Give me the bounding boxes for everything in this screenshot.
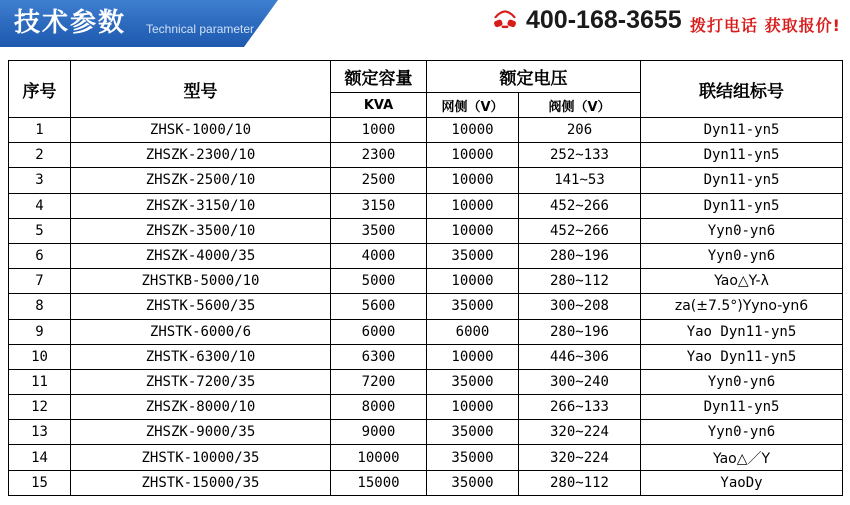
cell-capacity: 6300 <box>331 344 427 369</box>
cell-model: ZHSZK-3150/10 <box>71 193 331 218</box>
section-title-band-text <box>0 0 278 47</box>
cell-no: 13 <box>9 420 71 445</box>
contact-phone[interactable] <box>492 6 682 35</box>
cell-model: ZHSTK-6000/6 <box>71 319 331 344</box>
cell-model: ZHSZK-8000/10 <box>71 395 331 420</box>
table-row <box>9 470 843 495</box>
cell-voltage-lv: 280~112 <box>519 470 641 495</box>
cell-voltage-lv: 280~196 <box>519 319 641 344</box>
cell-group: Yao Dyn11-yn5 <box>641 319 843 344</box>
table-row <box>9 243 843 268</box>
cell-no: 11 <box>9 369 71 394</box>
cell-capacity: 7200 <box>331 369 427 394</box>
spec-table-wrapper <box>8 60 842 496</box>
cell-model: ZHSTK-15000/35 <box>71 470 331 495</box>
cell-no: 1 <box>9 118 71 143</box>
cell-voltage-hv: 6000 <box>427 319 519 344</box>
cell-model: ZHSK-1000/10 <box>71 118 331 143</box>
cell-voltage-lv: 320~224 <box>519 420 641 445</box>
cell-capacity: 10000 <box>331 445 427 470</box>
table-row <box>9 143 843 168</box>
cell-no: 9 <box>9 319 71 344</box>
cell-voltage-hv: 35000 <box>427 243 519 268</box>
table-row <box>9 420 843 445</box>
cell-voltage-lv: 452~266 <box>519 218 641 243</box>
cell-voltage-lv: 252~133 <box>519 143 641 168</box>
cell-group: Yao Dyn11-yn5 <box>641 344 843 369</box>
header-voltage-hv: 网侧（V） <box>427 93 519 118</box>
page-subtitle: Technical parameter <box>146 22 255 36</box>
cell-voltage-lv: 300~240 <box>519 369 641 394</box>
cell-voltage-hv: 35000 <box>427 470 519 495</box>
cell-model: ZHSTK-7200/35 <box>71 369 331 394</box>
cell-voltage-hv: 35000 <box>427 420 519 445</box>
table-row <box>9 445 843 470</box>
cell-group: Yyn0-yn6 <box>641 420 843 445</box>
cell-voltage-lv: 300~208 <box>519 294 641 319</box>
table-header-row-1 <box>9 61 843 93</box>
cell-no: 14 <box>9 445 71 470</box>
cell-group: Yyn0-yn6 <box>641 243 843 268</box>
cell-capacity: 5600 <box>331 294 427 319</box>
table-row <box>9 168 843 193</box>
cell-group: Yyn0-yn6 <box>641 369 843 394</box>
cell-model: ZHSTKB-5000/10 <box>71 269 331 294</box>
cell-group: Dyn11-yn5 <box>641 395 843 420</box>
cell-voltage-hv: 10000 <box>427 193 519 218</box>
cell-capacity: 2500 <box>331 168 427 193</box>
cell-capacity: 3500 <box>331 218 427 243</box>
cell-no: 15 <box>9 470 71 495</box>
cell-model: ZHSTK-10000/35 <box>71 445 331 470</box>
cell-no: 2 <box>9 143 71 168</box>
cell-no: 12 <box>9 395 71 420</box>
header-model: 型号 <box>71 61 331 118</box>
cell-voltage-lv: 280~112 <box>519 269 641 294</box>
cell-voltage-hv: 10000 <box>427 344 519 369</box>
page-header <box>0 0 850 47</box>
cell-no: 4 <box>9 193 71 218</box>
cell-capacity: 15000 <box>331 470 427 495</box>
cell-voltage-hv: 35000 <box>427 294 519 319</box>
cell-no: 3 <box>9 168 71 193</box>
cell-group: Dyn11-yn5 <box>641 118 843 143</box>
cell-capacity: 4000 <box>331 243 427 268</box>
cell-voltage-lv: 452~266 <box>519 193 641 218</box>
page-title: 技术参数 <box>14 8 127 38</box>
cell-model: ZHSTK-6300/10 <box>71 344 331 369</box>
cell-group: Dyn11-yn5 <box>641 193 843 218</box>
cell-no: 8 <box>9 294 71 319</box>
table-row <box>9 218 843 243</box>
cell-voltage-lv: 280~196 <box>519 243 641 268</box>
telephone-icon <box>492 8 518 34</box>
table-row <box>9 344 843 369</box>
cell-capacity: 6000 <box>331 319 427 344</box>
cell-voltage-hv: 10000 <box>427 143 519 168</box>
cell-group: Dyn11-yn5 <box>641 143 843 168</box>
header-capacity: 额定容量 <box>331 61 427 93</box>
table-row <box>9 294 843 319</box>
cell-group: YaoDy <box>641 470 843 495</box>
cell-model: ZHSZK-4000/35 <box>71 243 331 268</box>
cell-no: 5 <box>9 218 71 243</box>
table-body <box>9 118 843 496</box>
cell-model: ZHSZK-2500/10 <box>71 168 331 193</box>
cell-voltage-lv: 206 <box>519 118 641 143</box>
cell-capacity: 8000 <box>331 395 427 420</box>
table-row <box>9 269 843 294</box>
header-voltage: 额定电压 <box>427 61 641 93</box>
cell-capacity: 3150 <box>331 193 427 218</box>
cell-no: 6 <box>9 243 71 268</box>
cell-model: ZHSZK-3500/10 <box>71 218 331 243</box>
cell-group: Yao△Y-λ <box>641 269 843 294</box>
cell-group: za(±7.5°)Yyno-yn6 <box>641 294 843 319</box>
cell-group: Yao△／Y <box>641 445 843 470</box>
cell-model: ZHSZK-2300/10 <box>71 143 331 168</box>
cell-model: ZHSZK-9000/35 <box>71 420 331 445</box>
cell-voltage-hv: 35000 <box>427 445 519 470</box>
table-row <box>9 118 843 143</box>
cell-voltage-hv: 35000 <box>427 369 519 394</box>
phone-number: 400-168-3655 <box>526 6 682 34</box>
cell-model: ZHSTK-5600/35 <box>71 294 331 319</box>
cell-voltage-lv: 320~224 <box>519 445 641 470</box>
cell-capacity: 9000 <box>331 420 427 445</box>
cell-voltage-lv: 141~53 <box>519 168 641 193</box>
cell-voltage-lv: 266~133 <box>519 395 641 420</box>
cell-voltage-lv: 446~306 <box>519 344 641 369</box>
cell-voltage-hv: 10000 <box>427 218 519 243</box>
cell-capacity: 1000 <box>331 118 427 143</box>
cell-group: Yyn0-yn6 <box>641 218 843 243</box>
cell-group: Dyn11-yn5 <box>641 168 843 193</box>
cell-voltage-hv: 10000 <box>427 118 519 143</box>
header-capacity-unit: KVA <box>331 93 427 118</box>
table-row <box>9 193 843 218</box>
cell-voltage-hv: 10000 <box>427 168 519 193</box>
cell-capacity: 5000 <box>331 269 427 294</box>
header-group: 联结组标号 <box>641 61 843 118</box>
table-row <box>9 319 843 344</box>
cell-no: 10 <box>9 344 71 369</box>
header-no: 序号 <box>9 61 71 118</box>
table-row <box>9 395 843 420</box>
cell-voltage-hv: 10000 <box>427 269 519 294</box>
call-to-action-text: 拨打电话 获取报价! <box>690 16 841 35</box>
table-row <box>9 369 843 394</box>
cell-no: 7 <box>9 269 71 294</box>
spec-table <box>8 60 843 496</box>
table-head <box>9 61 843 118</box>
header-voltage-lv: 阀侧（V） <box>519 93 641 118</box>
cell-voltage-hv: 10000 <box>427 395 519 420</box>
cell-capacity: 2300 <box>331 143 427 168</box>
